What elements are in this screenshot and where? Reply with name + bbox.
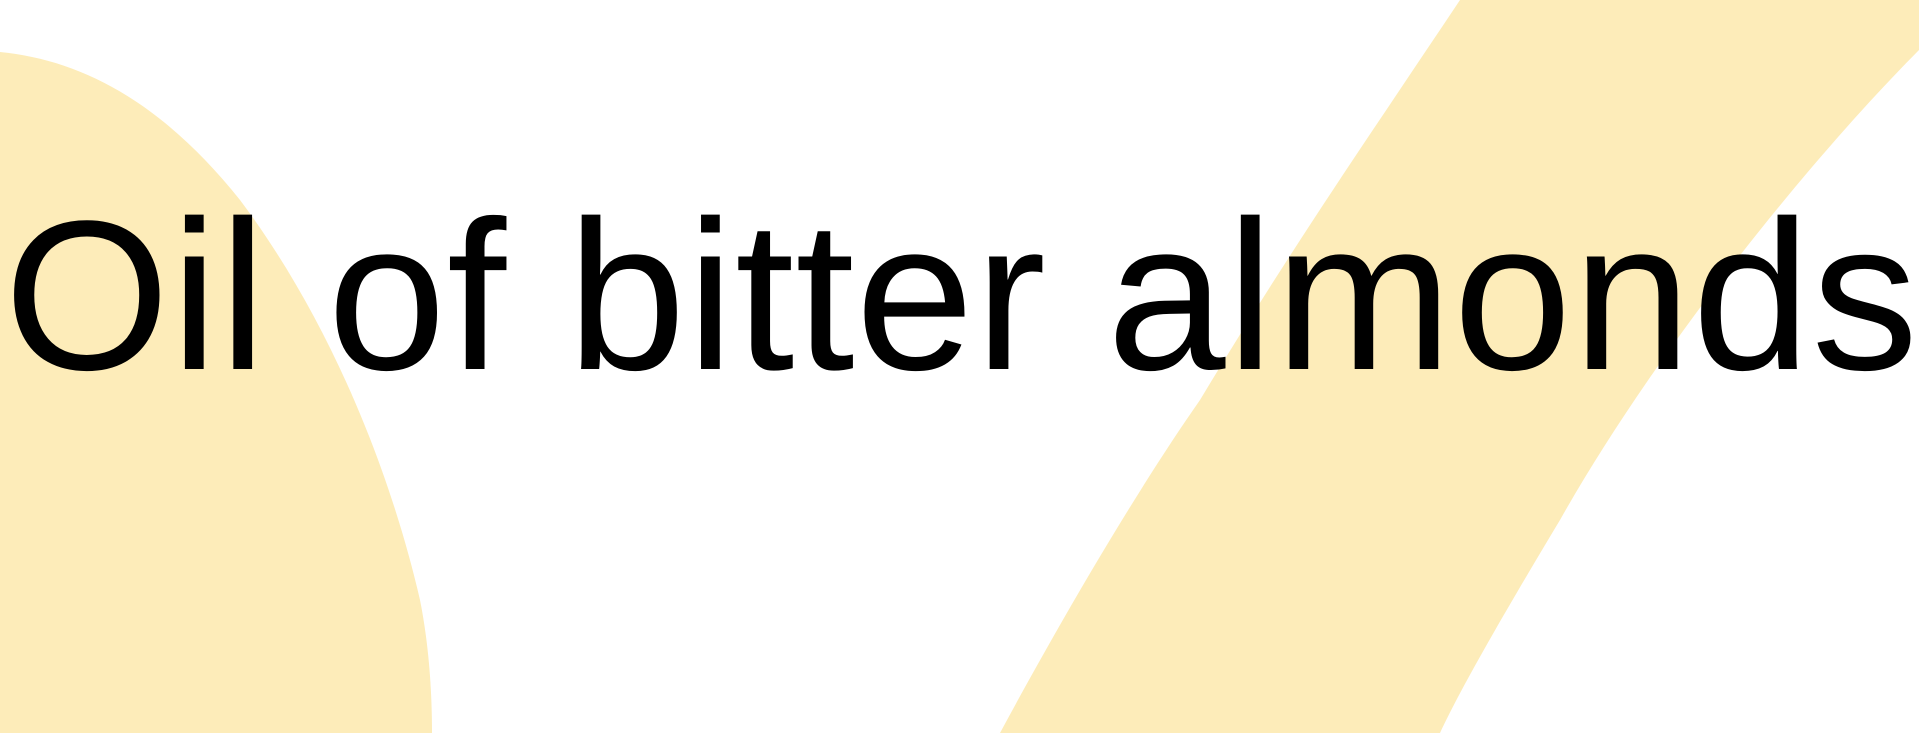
slide-title: Oil of bitter almonds — [4, 177, 1919, 415]
